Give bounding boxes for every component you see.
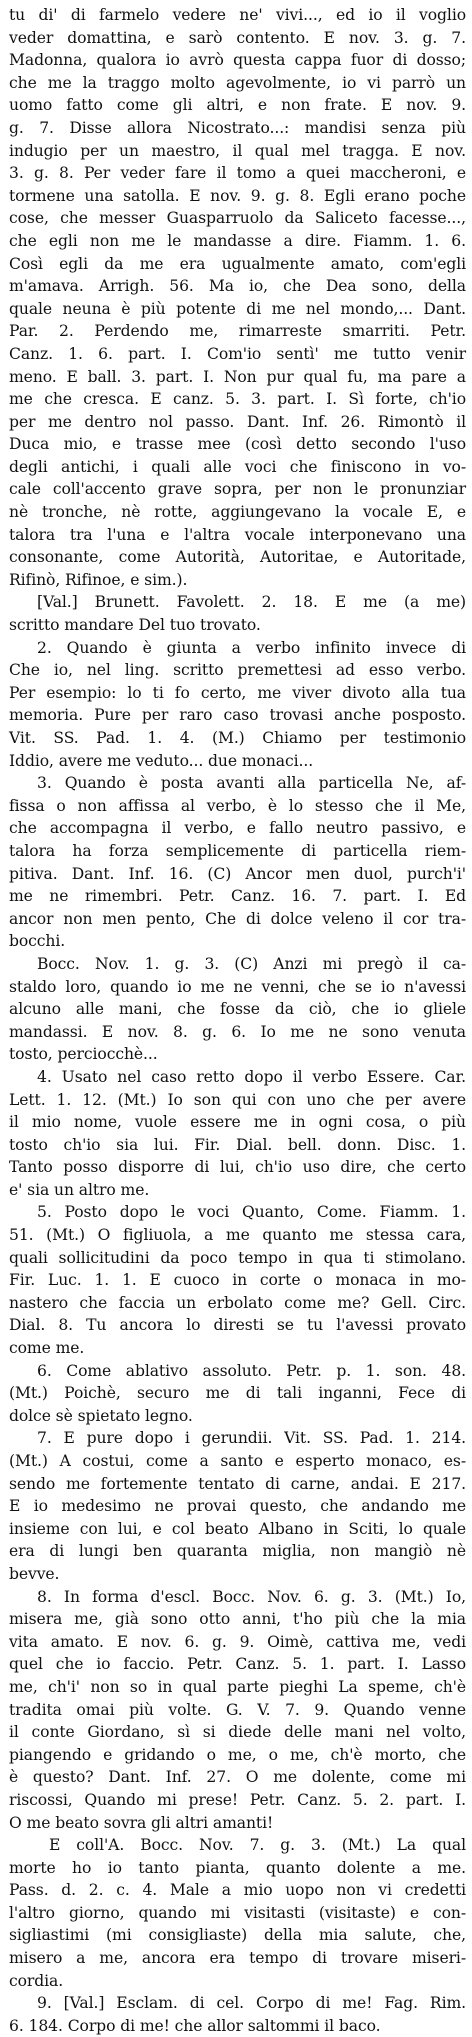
text-line: il mio nome, vuole essere me in ogni cosa, o più (9, 1113, 466, 1132)
text-line: (Mt.) Poichè, securo me di tali inganni, Fece di (9, 1384, 466, 1403)
text-line: è questo? Dant. Inf. 27. O me dolente, come mi (9, 1768, 466, 1787)
text-line: vita amato. E nov. 6. g. 9. Oimè, cattiva me, vedi (9, 1632, 466, 1651)
text-line: Per esempio: lo ti fo certo, me viver divoto alla tua (9, 683, 466, 702)
text-line: Lett. 1. 12. (Mt.) Io son qui con uno che per avere (9, 1090, 466, 1109)
text-line: 8. In forma d'escl. Bocc. Nov. 6. g. 3. (Mt.) Io, (37, 1587, 466, 1606)
text-line: E io medesimo ne provai questo, che andando me (9, 1497, 466, 1516)
text-line: mandassi. E nov. 8. g. 6. Io me ne sono venuta (9, 1022, 466, 1041)
text-line: 51. (Mt.) O figliuola, a me quanto me stessa cara, (9, 1226, 466, 1245)
text-line: 9. [Val.] Esclam. di cel. Corpo di me! Fag. Rim. (37, 1994, 466, 2013)
text-line: consonante, come Autorità, Autoritae, e Autoritade, (9, 548, 466, 567)
text-line: Fir. Luc. 1. 1. E cuoco in corte o monaca in mo- (9, 1271, 466, 1290)
text-line: piangendo e gridando o me, o me, ch'è morto, che (9, 1745, 466, 1764)
text-line: 6. 184. Corpo di me! che allor saltommi il baco. (9, 2016, 381, 2035)
text-line: fissa o non affissa al verbo, è lo stesso che il Me, (9, 796, 466, 815)
text-line: cordia. (9, 1971, 64, 1990)
text-line: E coll'A. Bocc. Nov. 7. g. 3. (Mt.) La qual (49, 1836, 466, 1855)
text-line: quali sollicitudini da poco tempo in qua ti stimolano. (9, 1248, 466, 1267)
text-line: ancor non men pento, Che di dolce veleno il cor tra- (9, 909, 466, 928)
text-line: bocchi. (9, 932, 66, 951)
text-line: tosto ch'io sia lui. Fir. Dial. bell. donn. Disc. 1. (9, 1135, 466, 1154)
text-line: tu di' di farmelo vedere ne' vivi..., ed io il voglio (9, 6, 466, 24)
text-line: cose, che messer Guasparruolo da Saliceto facesse..., (9, 209, 466, 228)
text-line: talora tra l'una e l'altra vocale interponevano una (9, 525, 466, 544)
text-line: veder domattina, e sarò contento. E nov. 3. g. 7. (9, 28, 466, 47)
text-line: [Val.] Brunett. Favolett. 2. 18. E me (a me) (37, 593, 466, 612)
text-line: il conte Giordano, sì si diede delle mani nel volto, (9, 1723, 466, 1742)
text-line: 6. Come ablativo assoluto. Petr. p. 1. son. 48. (37, 1361, 466, 1380)
text-line: me che cresca. E canz. 5. 3. part. I. Sì forte, ch'io (9, 390, 466, 409)
text-line: morte ho io tanto pianta, quanto dolente a me. (9, 1858, 466, 1877)
text-line: uomo fatto come gli altri, e non frate. E nov. 9. (9, 96, 466, 115)
text-line: Così egli da me era ugualmente amato, com'egli (9, 254, 466, 273)
text-line: memoria. Pure per raro caso trovasi anche posposto. (9, 706, 466, 725)
text-line: (Mt.) A costui, come a santo e esperto monaco, es- (9, 1452, 466, 1470)
text-line: me ne rimembri. Petr. Canz. 16. 7. part. I. Ed (9, 887, 466, 906)
text-line: e' sia un altro me. (9, 1180, 150, 1199)
text-line: sigliastimi (mi consigliaste) della mia salute, che, (9, 1926, 466, 1945)
text-line: meno. E ball. 3. part. I. Non pur qual fu, ma pare a (9, 367, 466, 386)
text-line: m'amava. Arrigh. 56. Ma io, che Dea sono, della (9, 277, 466, 296)
text-line: O me beato sovra gli altri amanti! (9, 1813, 274, 1832)
text-line: insieme con lui, e col beato Albano in Sciti, lo quale (9, 1519, 466, 1538)
text-line: 7. E pure dopo i gerundii. Vit. SS. Pad. 1. 214. (37, 1429, 466, 1448)
text-line: riscossi, Quando mi prese! Petr. Canz. 5. 2. part. I. (9, 1790, 466, 1809)
text-line: che accompagna il verbo, e fallo neutro passivo, e (9, 819, 466, 838)
text-line: scritto mandare Del tuo trovato. (9, 616, 261, 635)
text-line: quel che io faccio. Petr. Canz. 5. 1. part. I. Lasso (9, 1655, 466, 1674)
text-line: 3. g. 8. Per veder fare il tomo a quei maccheroni, e (9, 164, 466, 183)
text-line: 5. Posto dopo le voci Quanto, Come. Fiamm. 1. (37, 1203, 466, 1222)
text-line: che egli non me le mandasse a dire. Fiamm. 1. 6. (9, 231, 466, 250)
text-line: che me la traggo molto agevolmente, io vi parrò un (9, 73, 466, 92)
text-line: talora ha forza semplicemente di particella riem- (9, 841, 466, 860)
text-line: Tanto posso disporre di lui, ch'io uso dire, che certo (9, 1158, 466, 1177)
text-line: pitiva. Dant. Inf. 16. (C) Ancor men duol, purch'i' (9, 864, 466, 883)
text-line: nastero che faccia un erbolato come me? Gell. Circ. (9, 1293, 466, 1312)
text-line: bevve. (9, 1564, 60, 1583)
text-line: Iddio, avere me veduto... due monaci... (9, 751, 314, 770)
text-line: indugio per un maestro, il qual mel tragga. E nov. (9, 141, 466, 160)
text-line: degli antichi, i quali alle voci che finiscono in vo- (9, 457, 466, 476)
text-line: misero a me, ancora era tempo di trovare miseri- (9, 1949, 466, 1968)
text-line: l'altro giorno, quando mi visitasti (visitaste) e con- (9, 1903, 466, 1922)
text-line: me, ch'i' non so in qual parte pieghi La speme, ch'è (9, 1677, 466, 1696)
text-line: Bocc. Nov. 1. g. 3. (C) Anzi mi pregò il ca- (37, 954, 466, 973)
text-line: dolce sè spietato legno. (9, 1406, 193, 1425)
text-line: Rifinò, Rifinoe, e sim.). (9, 570, 188, 589)
text-line: 3. Quando è posta avanti alla particella Ne, af- (37, 774, 466, 793)
text-line: 2. Quando è giunta a verbo infinito invece di (37, 638, 466, 657)
text-line: tradita omai più volte. G. V. 7. 9. Quando venne (9, 1700, 466, 1719)
text-line: come me. (9, 1339, 85, 1358)
text-line: era di lungi ben quaranta miglia, non mangiò nè (9, 1542, 466, 1561)
text-line: cale coll'accento grave sopra, per non le pronunziar (9, 480, 466, 499)
text-line: sendo me fortemente tentato di carne, andai. E 217. (9, 1474, 466, 1493)
text-line: quale neuna è più potente di me nel mondo,... Dant. (9, 299, 466, 318)
text-line: misera me, già sono otto anni, t'ho più che la mia (9, 1610, 466, 1629)
text-line: Par. 2. Perdendo me, rimarreste smarriti. Petr. (9, 322, 466, 341)
text-line: nè tronche, nè rotte, aggiungevano la vocale E, e (9, 503, 466, 522)
text-line: Dial. 8. Tu ancora lo diresti se tu l'avessi provato (9, 1316, 466, 1335)
text-line: staldo loro, quando io me ne venni, che se io n'avessi (9, 977, 466, 996)
text-line: alcuno alle mani, che fosse da ciò, che io gliele (9, 1000, 466, 1019)
text-line: Pass. d. 2. c. 4. Male a mio uopo non vi credetti (9, 1881, 466, 1900)
text-line: Madonna, qualora io avrò questa cappa fuor di dosso; (9, 51, 466, 70)
text-line: per me dentro nol passo. Dant. Inf. 26. Rimontò il (9, 412, 466, 431)
text-line: tosto, perciocchè... (9, 1045, 158, 1064)
text-line: 4. Usato nel caso retto dopo il verbo Essere. Car. (37, 1067, 466, 1086)
text-line: Canz. 1. 6. part. I. Com'io sentì' me tutto venir (9, 344, 466, 363)
text-line: tormene una satolla. E nov. 9. g. 8. Egli erano poche (9, 186, 466, 205)
text-line: Duca mio, e trasse mee (così detto secondo l'uso (9, 435, 466, 454)
text-line: Vit. SS. Pad. 1. 4. (M.) Chiamo per testimonio (9, 729, 466, 747)
text-line: Che io, nel ling. scritto premettesi ad esso verbo. (9, 661, 466, 680)
text-line: g. 7. Disse allora Nicostrato...: mandisi senza più (9, 118, 466, 137)
